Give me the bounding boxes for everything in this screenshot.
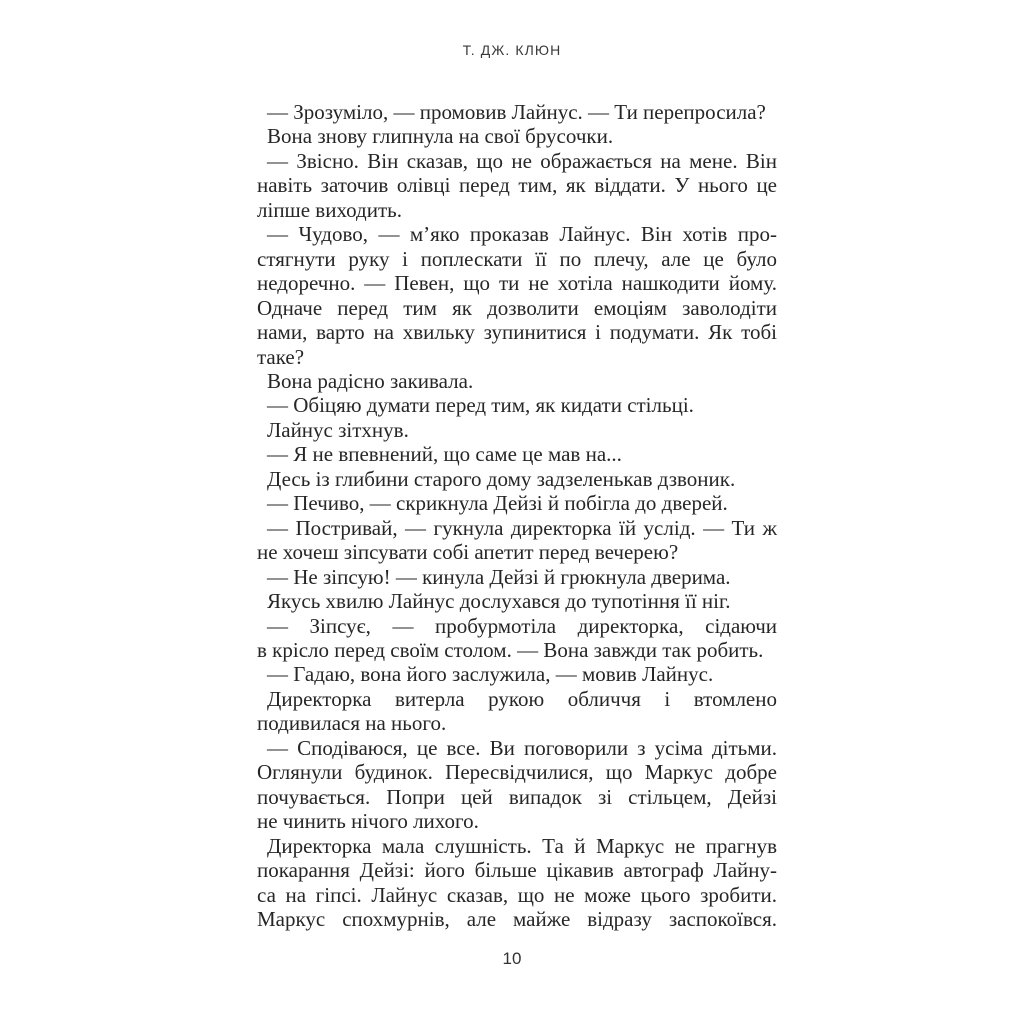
- running-header: Т. ДЖ. КЛЮН: [462, 42, 562, 58]
- text-line: не хочеш зіпсувати собі апетит перед вечерею?: [257, 540, 679, 565]
- text-line: почувається. Попри цей випадок зі стільцем, Дейзі: [257, 784, 777, 809]
- text-line: ліпше виходить.: [257, 197, 402, 222]
- page-number: 10: [502, 949, 522, 968]
- text-line: недоречно. — Певен, що ти не хотіла нашкодити йому.: [257, 271, 777, 296]
- page-text: [257, 100, 777, 931]
- text-line: Вона радісно закивала.: [267, 368, 474, 393]
- text-line: Десь із глибини старого дому задзеленькав дзвоник.: [267, 466, 736, 491]
- text-line: Якусь хвилю Лайнус дослухався до тупотіння її ніг.: [267, 589, 731, 614]
- text-line: Оглянули будинок. Пересвідчилися, що Маркус добре: [257, 760, 777, 785]
- text-line: — Не зіпсую! — кинула Дейзі й грюкнула дверима.: [267, 564, 731, 589]
- text-line: покарання Дейзі: його більше цікавив автограф Лайну-: [257, 858, 777, 883]
- text-line: — Обіцяю думати перед тим, як кидати стільці.: [267, 393, 694, 418]
- text-line: — Звісно. Він сказав, що не ображається на мене. Він: [267, 148, 777, 173]
- text-line: — Сподіваюся, це все. Ви поговорили з усіма дітьми.: [267, 735, 777, 760]
- text-line: Директорка витерла рукою обличчя і втомлено: [267, 686, 777, 711]
- text-line: подивилася на нього.: [257, 711, 447, 736]
- text-line: Вона знову глипнула на свої брусочки.: [267, 124, 614, 149]
- text-line: навіть заточив олівці перед тим, як віддати. У нього це: [257, 173, 777, 198]
- text-line: нами, варто на хвильку зупинитися і подумати. Як тобі: [257, 320, 777, 345]
- text-line: Одначе перед тим як дозволити емоціям заволодіти: [257, 295, 777, 320]
- text-line: Лайнус зітхнув.: [267, 417, 409, 442]
- text-line: в крісло перед своїм столом. — Вона завжди так робить.: [257, 637, 764, 662]
- text-line: стягнути руку і поплескати її по плечу, але це було: [257, 246, 777, 271]
- text-line: — Постривай, — гукнула директорка їй услід. — Ти ж: [267, 515, 777, 540]
- text-line: таке?: [257, 344, 305, 369]
- text-line: Директорка мала слушність. Та й Маркус не прагнув: [267, 833, 777, 858]
- text-line: са на гіпсі. Лайнус сказав, що не може цього зробити.: [257, 882, 777, 907]
- text-line: — Чудово, — м’яко проказав Лайнус. Він хотів про-: [267, 222, 777, 247]
- text-line: — Зрозуміло, — промовив Лайнус. — Ти перепросила?: [267, 100, 766, 124]
- text-line: — Зіпсує, — пробурмотіла директорка, сідаючи: [267, 613, 777, 638]
- text-line: — Я не впевнений, що саме це мав на...: [267, 442, 622, 467]
- text-line: не чинить нічого лихого.: [257, 809, 479, 834]
- text-line: Маркус спохмурнів, але майже відразу заспокоївся.: [257, 906, 777, 931]
- text-line: — Печиво, — скрикнула Дейзі й побігла до дверей.: [267, 491, 728, 516]
- text-line: — Гадаю, вона його заслужила, — мовив Лайнус.: [267, 662, 714, 687]
